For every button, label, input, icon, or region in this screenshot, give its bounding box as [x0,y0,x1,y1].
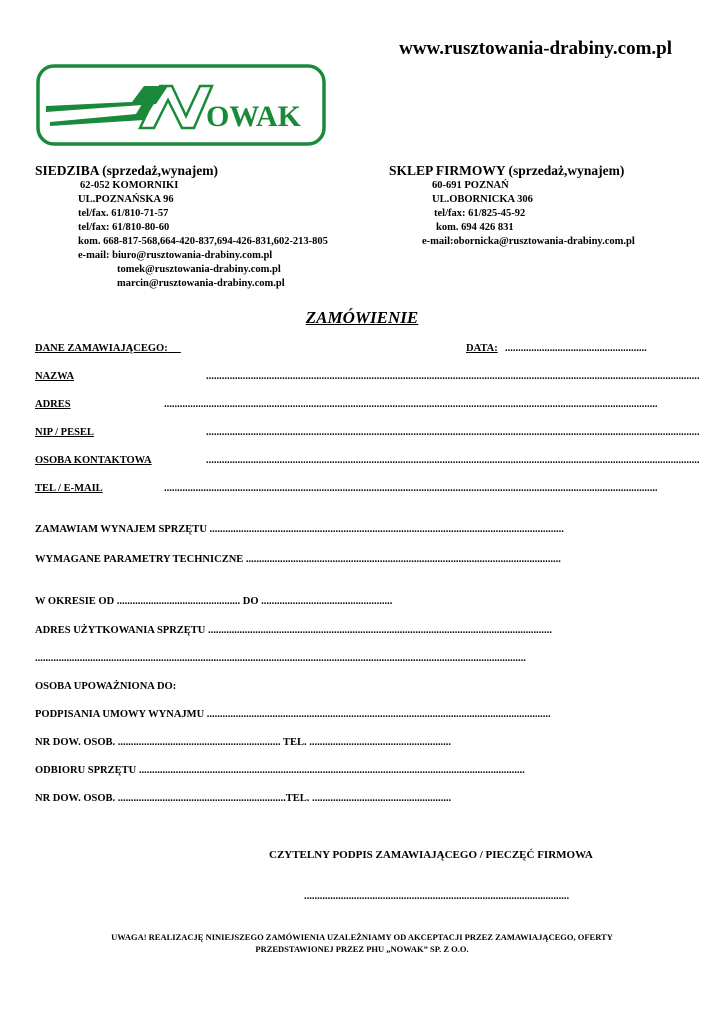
footer-line-1: UWAGA! REALIZACJĘ NINIEJSZEGO ZAMÓWIENIA UZALEŻNIAMY OD AKCEPTACJI PRZEZ ZAMAWIAJĄCEGO, OFERTY [111,932,613,942]
parametry-techniczne-line[interactable]: WYMAGANE PARAMETRY TECHNICZNE ........................................................................................................................ [35,554,561,565]
dane-zamawiajacego-label [35,343,181,354]
siedziba-email: marcin@rusztowania-drabiny.com.pl [117,278,285,289]
siedziba-line: tel/fax: 61/810-80-60 [78,222,170,233]
podpisania-umowy-line[interactable]: PODPISANIA UMOWY WYNAJMU ................................................................................................................................... [35,709,551,720]
form-title: ZAMÓWIENIE [305,308,419,327]
dane-label-text: DANE ZAMAWIAJĄCEGO: [35,343,168,354]
nazwa-field[interactable]: ............................................................................................................................................................................................ [206,371,700,382]
footer-line-2: PRZEDSTAWIONEJ PRZEZ PHU „NOWAK” SP. Z O.O. [255,944,469,954]
osoba-upowazniona-label: OSOBA UPOWAŻNIONA DO: [35,681,177,692]
tel-email-label: TEL / E-MAIL [35,483,103,494]
nowak-logo-graphic [36,64,326,146]
adres-field[interactable]: ............................................................................................................................................................................................ [164,399,658,410]
tel-email-field[interactable]: ............................................................................................................................................................................................ [164,483,658,494]
nr-dow-osob-tel-line-2[interactable]: NR DOW. OSOB. ................................................................TEL. ..................................................... [35,793,452,804]
sklep-line: kom. 694 426 831 [436,222,514,233]
okres-line[interactable]: W OKRESIE OD ............................................... DO .................................................. [35,596,393,607]
sklep-heading: SKLEP FIRMOWY (sprzedaż,wynajem) [389,163,625,178]
sklep-email: e-mail:obornicka@rusztowania-drabiny.com.pl [422,236,635,247]
siedziba-heading: SIEDZIBA (sprzedaż,wynajem) [35,163,219,178]
odbioru-sprzetu-line[interactable]: ODBIORU SPRZĘTU ................................................................................................................................................... [35,765,525,776]
sklep-line: tel/fax: 61/825-45-92 [434,208,526,219]
sklep-line: 60-691 POZNAŃ [432,180,509,191]
siedziba-line: UL.POZNAŃSKA 96 [78,194,174,205]
nazwa-label: NAZWA [35,371,75,382]
nowak-logo [36,64,326,146]
osoba-kontaktowa-field[interactable]: ............................................................................................................................................................................................ [206,455,700,466]
siedziba-line: 62-052 KOMORNIKI [80,180,179,191]
adres-uzytkowania-line[interactable]: ADRES UŻYTKOWANIA SPRZĘTU ................................................................................................................................... [35,625,552,636]
nip-pesel-label: NIP / PESEL [35,427,94,438]
website-url: www.rusztowania-drabiny.com.pl [399,38,672,59]
blank-line[interactable]: ........................................................................................................................................................................................... [35,653,526,664]
data-field[interactable]: ...................................................... [505,343,647,354]
siedziba-line: kom. 668-817-568,664-420-837,694-426-831,602-213-805 [78,236,328,247]
nip-pesel-field[interactable]: ............................................................................................................................................................................................ [206,427,700,438]
footer-note [0,931,724,955]
signature-label: CZYTELNY PODPIS ZAMAWIAJĄCEGO / PIECZĘĆ FIRMOWA [269,849,593,861]
logo-text: OWAK [206,100,302,133]
adres-label: ADRES [35,399,71,410]
zamawiam-wynajem-line[interactable]: ZAMAWIAM WYNAJEM SPRZĘTU ....................................................................................................................................... [35,524,564,535]
signature-field[interactable]: ..................................................................................................... [304,891,570,902]
siedziba-email: e-mail: biuro@rusztowania-drabiny.com.pl [78,250,273,261]
osoba-kontaktowa-label: OSOBA KONTAKTOWA [35,455,152,466]
nr-dow-osob-tel-line-1[interactable]: NR DOW. OSOB. .............................................................. TEL. ...................................................... [35,737,451,748]
siedziba-line: tel/fax. 61/810-71-57 [78,208,169,219]
data-label: DATA: [466,343,498,354]
sklep-line: UL.OBORNICKA 306 [432,194,533,205]
siedziba-email: tomek@rusztowania-drabiny.com.pl [117,264,281,275]
